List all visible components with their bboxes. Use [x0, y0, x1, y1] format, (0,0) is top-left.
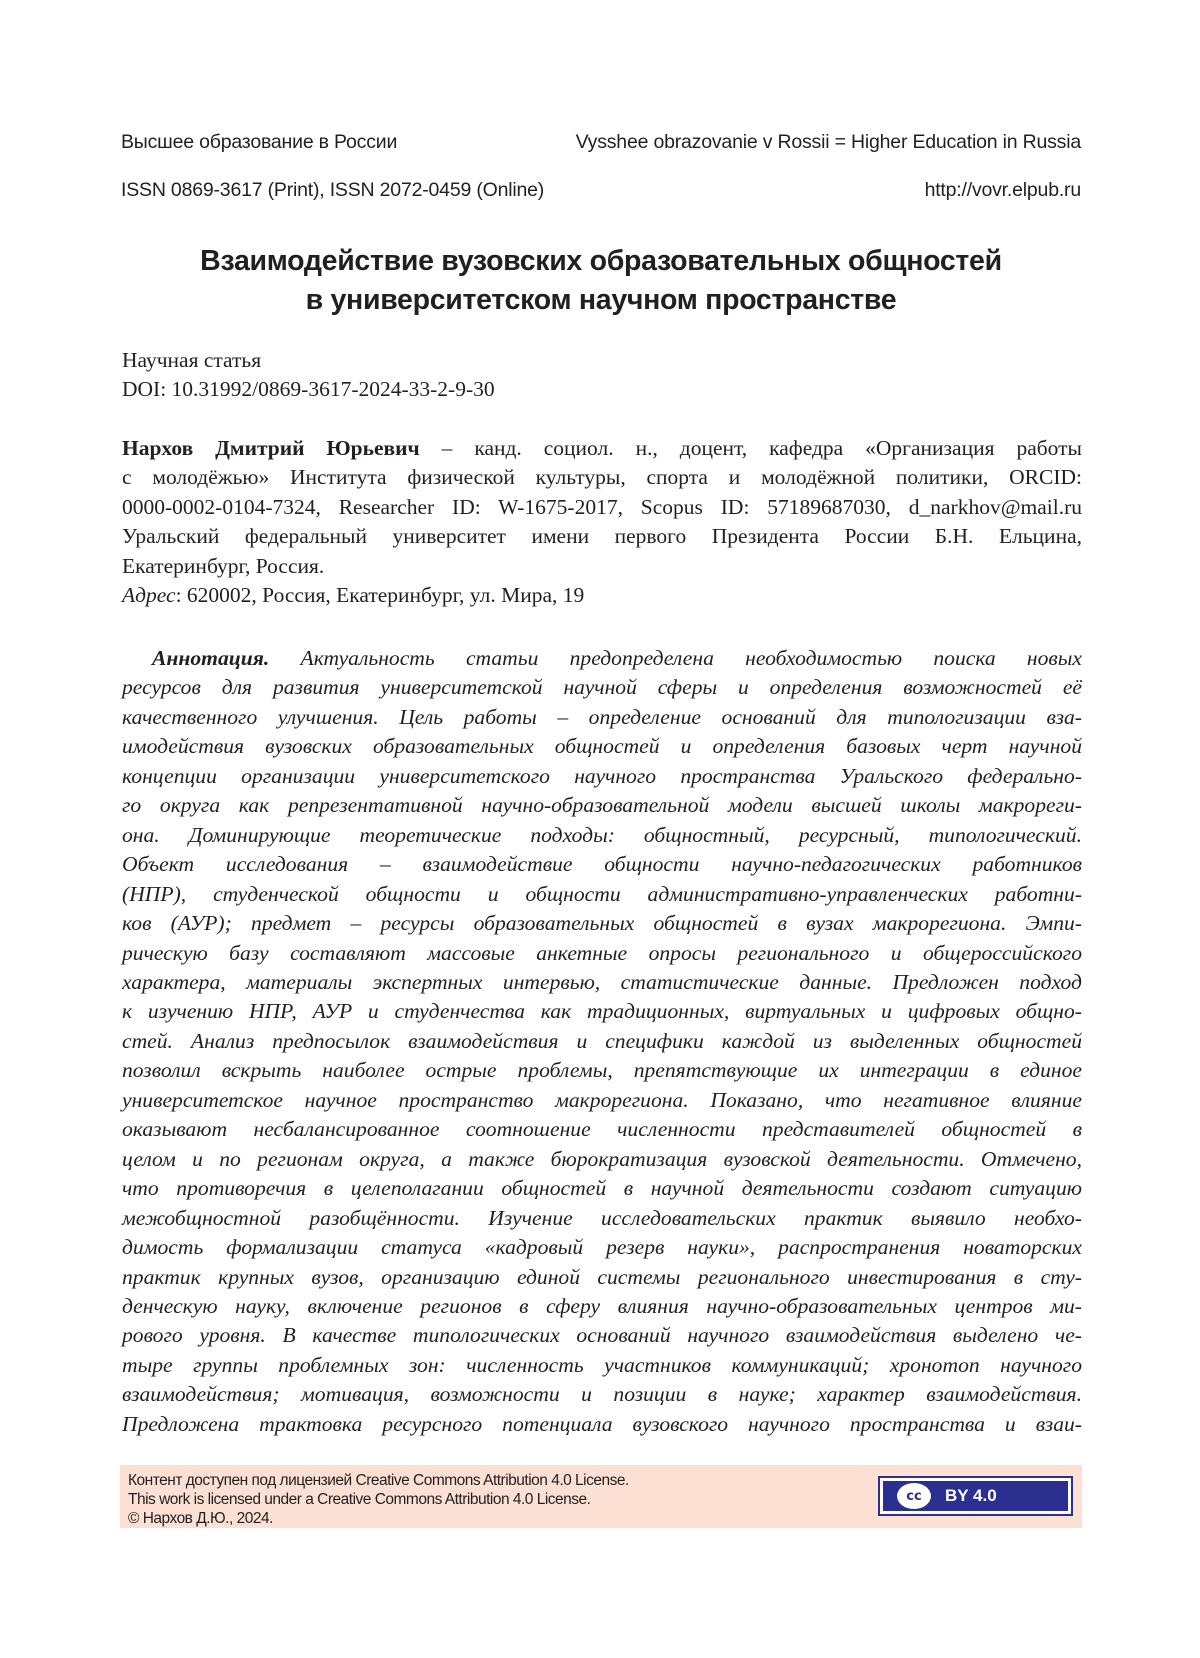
abstract-line: рового уровня. В качестве типологических оснований научного взаимодействия выделено че- — [122, 1323, 1082, 1348]
abstract-line: университетское научное пространство макрорегиона. Показано, что негативное влияние — [122, 1087, 1082, 1112]
address-value: : 620002, Россия, Екатеринбург, ул. Мира, 19 — [175, 583, 585, 608]
cc-by-label: BY 4.0 — [945, 1486, 997, 1505]
abstract-line: рическую базу составляют массовые анкетные опросы регионального и общероссийского — [122, 940, 1082, 965]
abstract-line: Предложена трактовка ресурсного потенциала вузовского научного пространства и взаи- — [122, 1411, 1082, 1436]
abstract-line: практик крупных вузов, организацию единой системы регионального инвестирования в сту- — [122, 1264, 1082, 1289]
journal-title-ru: Высшее образование в России — [121, 131, 398, 153]
abstract-line: (НПР), студенческой общности и общности административно-управленческих работни- — [122, 881, 1082, 906]
abstract-line: концепции организации университетского научного пространства Уральского федерально- — [122, 763, 1082, 788]
issn-line — [121, 179, 1081, 202]
abstract-label: Аннотация. — [152, 646, 270, 670]
abstract-line: ков (АУР); предмет – ресурсы образовательных общностей в вузах макрорегиона. Эмпи- — [122, 911, 1082, 936]
author-line: с молодёжью» Института физической культуры, спорта и молодёжной политики, ORCID: — [122, 465, 1082, 490]
abstract-line: Объект исследования – взаимодействие общности научно-педагогических работников — [122, 852, 1082, 877]
journal-title-en: Vysshee obrazovanie v Rossii = Higher Education in Russia — [575, 131, 1081, 153]
abstract-line: димость формализации статуса «кадровый резерв науки», распространения новаторских — [122, 1235, 1082, 1260]
abstract-line: денческую науку, включение регионов в сферу влияния научно-образовательных центров ми- — [122, 1293, 1082, 1318]
address-label: Адрес — [122, 583, 176, 608]
abstract-line: Актуальность статьи предопределена необходимостью поиска новых — [269, 646, 1082, 670]
author-line: – канд. социол. н., доцент, кафедра «Организация работы — [419, 436, 1082, 460]
abstract-line: ресурсов для развития университетской научной сферы и определения возможностей её — [122, 675, 1082, 700]
article-title-line: в университетском научном пространстве — [305, 284, 897, 316]
license-text — [128, 1471, 629, 1528]
abstract-line: стей. Анализ предпосылок взаимодействия и специфики каждой из выделенных общностей — [122, 1028, 1082, 1053]
abstract-line: целом и по регионам округа, а также бюрократизация вузовской деятельности. Отмечено, — [122, 1146, 1082, 1171]
cc-by-badge[interactable] — [878, 1476, 1073, 1516]
copyright-line: © Нархов Д.Ю., 2024. — [128, 1510, 273, 1527]
article-type: Научная статья — [122, 348, 262, 372]
issn-text: ISSN 0869-3617 (Print), ISSN 2072-0459 (Online) — [121, 179, 545, 201]
article-meta — [122, 346, 495, 404]
abstract-line: го округа как репрезентативной научно-образовательной модели высшей школы макрореги- — [122, 793, 1082, 818]
author-line: Екатеринбург, Россия. — [122, 553, 325, 578]
creative-commons-icon: cc — [897, 1483, 931, 1509]
abstract-line: характера, материалы экспертных интервью, статистические данные. Предложен подход — [122, 969, 1082, 994]
abstract-line: имодействия вузовских образовательных общностей и определения базовых черт научной — [122, 734, 1082, 759]
author-block — [122, 434, 1082, 610]
author-name: Нархов Дмитрий Юрьевич — [122, 436, 420, 460]
abstract-line: тыре группы проблемных зон: численность участников коммуникаций; хронотоп научного — [122, 1352, 1082, 1377]
abstract-line: межобщностной разобщённости. Изучение исследовательских практик выявило необхо- — [122, 1205, 1082, 1230]
license-box — [120, 1465, 1082, 1528]
abstract-line: что противоречия в целеполагании общностей в научной деятельности создают ситуацию — [122, 1176, 1082, 1201]
abstract-line: взаимодействия; мотивация, возможности и позиции в науке; характер взаимодействия. — [122, 1382, 1082, 1407]
license-line-ru: Контент доступен под лицензией Creative Commons Attribution 4.0 License. — [128, 1472, 629, 1489]
abstract — [122, 644, 1082, 1439]
author-line: 0000-0002-0104-7324, Researcher ID: W-1675-2017, Scopus ID: 57189687030, d_narkhov@mail.ru — [122, 494, 1082, 519]
journal-url[interactable]: http://vovr.elpub.ru — [924, 179, 1081, 201]
running-header — [121, 131, 1081, 154]
abstract-line: оказывают несбалансированное соотношение численности представителей общностей в — [122, 1117, 1082, 1142]
abstract-line: качественного улучшения. Цель работы – определение оснований для типологизации вза- — [122, 704, 1082, 729]
article-title — [120, 242, 1082, 320]
author-line: Уральский федеральный университет имени первого Президента России Б.Н. Ельцина, — [122, 524, 1082, 549]
abstract-line: позволил вскрыть наиболее острые проблемы, препятствующие их интеграции в единое — [122, 1058, 1082, 1083]
license-line-en: This work is licensed under a Creative Commons Attribution 4.0 License. — [128, 1491, 591, 1508]
doi-link[interactable]: DOI: 10.31992/0869-3617-2024-33-2-9-30 — [122, 377, 495, 401]
abstract-line: она. Доминирующие теоретические подходы: общностный, ресурсный, типологический. — [122, 822, 1082, 847]
abstract-line: к изучению НПР, АУР и студенчества как традиционных, виртуальных и цифровых общно- — [122, 999, 1082, 1024]
article-title-line: Взаимодействие вузовских образовательных общностей — [200, 245, 1002, 277]
